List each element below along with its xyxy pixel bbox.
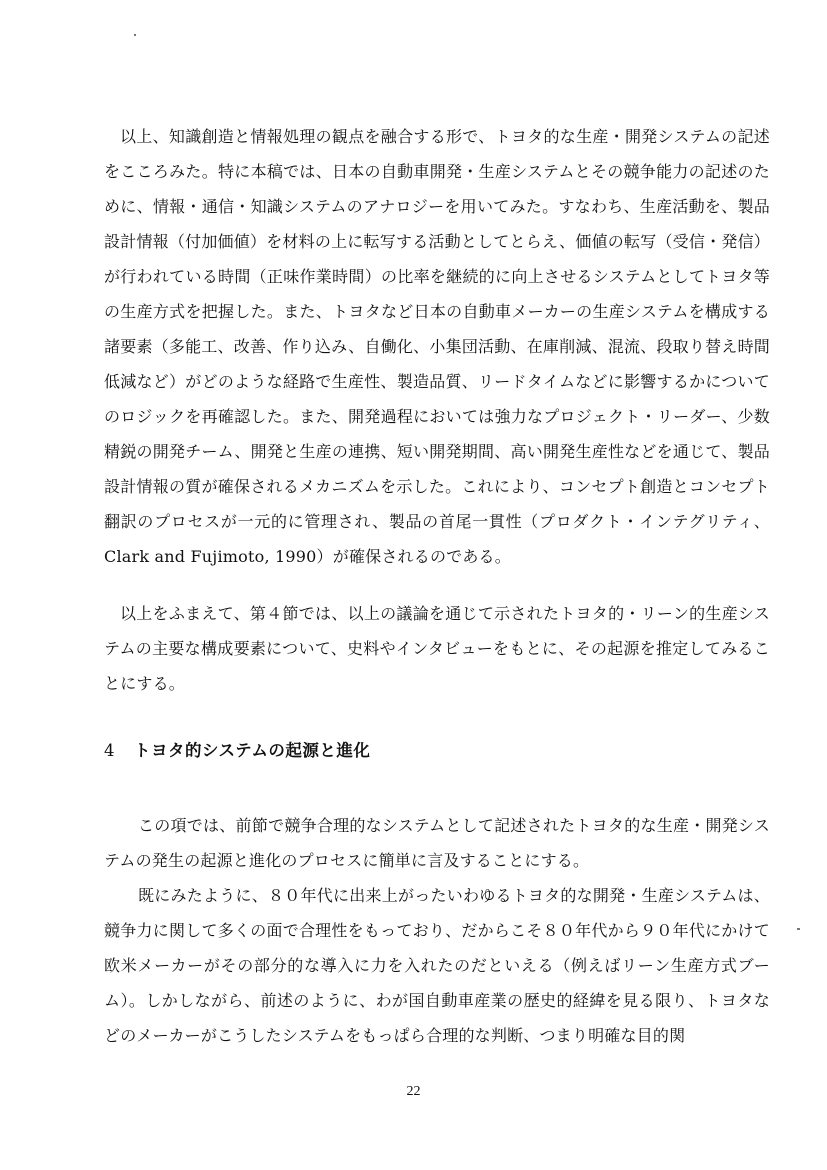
paragraph-summary: 以上、知識創造と情報処理の観点を融合する形で、トヨタ的な生産・開発システムの記述をこころみた。特に本稿では、日本の自動車開発・生産システムとその競争能力の記述のために、情報・通信・知識システムのアナロジーを用いてみた。すなわち、生産活動を、製品設計情報（付加価値）を材料の上に転写する活動としてとらえ、価値の転写（受信・発信）が行われている時間（正味作業時間）の比率を継続的に向上させるシステムとしてトヨタ等の生産方式を把握した。また、トヨタなど日本の自動車メーカーの生産システムを構成する諸要素（多能工、改善、作り込み、自働化、小集団活動、在庫削減、混流、段取り替え時間低減など）がどのような経路で生産性、製造品質、リードタイムなどに影響するかについてのロジックを再確認した。また、開発過程においては強力なプロジェクト・リーダー、少数精鋭の開発チーム、開発と生産の連携、短い開発期間、高い開発生産性などを通じて、製品設計情報の質が確保されるメカニズムを示した。これにより、コンセプト創造とコンセプト翻訳のプロセスが一元的に管理され、製品の首尾一貫性（プロダクト・インテグリティ、Clark and Fujimoto, 1990）が確保されるのである。 [104, 127, 770, 566]
scan-speck [134, 34, 136, 36]
page-number: 22 [406, 1084, 421, 1099]
paragraph-transition: 以上をふまえて、第４節では、以上の議論を通じて示されたトヨタ的・リーン的生産システムの主要な構成要素について、史料やインタビューをもとに、その起源を推定してみることにする。 [104, 604, 770, 693]
body-section-summary [104, 119, 770, 574]
section-title: トヨタ的システムの起源と進化 [134, 741, 371, 760]
body-section-transition [104, 596, 770, 701]
body-section-intro [104, 808, 770, 878]
scan-speck [797, 928, 800, 930]
section-number: 4 [104, 741, 115, 760]
body-section-history [104, 878, 770, 1053]
paragraph-intro: この項では、前節で競争合理的なシステムとして記述されたトヨタ的な生産・開発システムの発生の起源と進化のプロセスに簡単に言及することにする。 [104, 816, 770, 870]
paragraph-history: 既にみたように、８０年代に出来上がったいわゆるトヨタ的な開発・生産システムは、競争力に関して多くの面で合理性をもっており、だからこそ８０年代から９０年代にかけて欧米メーカーがその部分的な導入に力を入れたのだといえる（例えばリーン生産方式ブーム）。しかしながら、前述のように、わが国自動車産業の歴史的経緯を見る限り、トヨタなどのメーカーがこうしたシステムをもっぱら合理的な判断、つまり明確な目的関 [104, 886, 770, 1045]
section-heading [104, 738, 370, 764]
